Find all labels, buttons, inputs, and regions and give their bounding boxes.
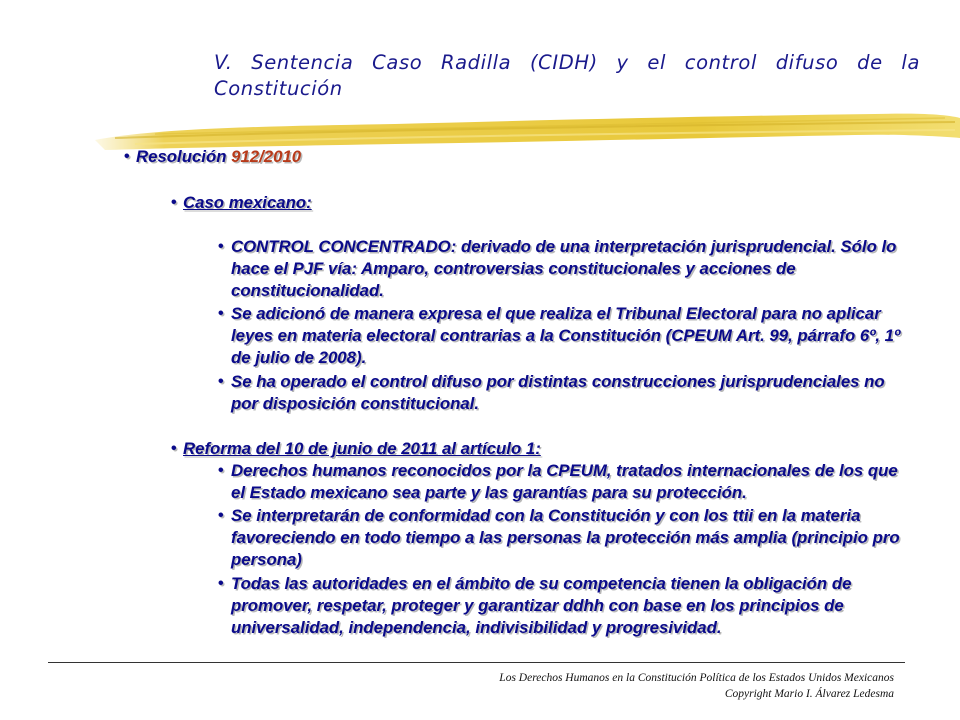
- caso-bullet-2: Se adicionó de manera expresa el que realiza el Tribunal Electoral para no aplicar leyes en materia electoral contrarias a la Constitución (CPEUM Art. 99, párrafo 6º, 1º de julio de 2008).: [231, 304, 901, 367]
- bullet-icon: •: [218, 373, 224, 390]
- reforma-heading: Reforma del 10 de junio de 2011 al artículo 1:: [183, 439, 541, 458]
- caso-bullet-3: Se ha operado el control difuso por distintas construcciones jurisprudenciales no por disposición constitucional.: [231, 372, 885, 413]
- resolution-heading: Resolución 912/2010: [136, 147, 302, 166]
- bullet-icon: •: [124, 148, 130, 165]
- caso-bullet-1: CONTROL CONCENTRADO: derivado de una interpretación jurisprudencial. Sólo lo hace el PJF vía: Amparo, controversias constitucionales y acciones de constitucionalidad.: [231, 237, 897, 300]
- footer-divider: [48, 662, 905, 663]
- footer-line-1: Los Derechos Humanos en la Constitución Política de los Estados Unidos Mexicanos: [499, 672, 894, 684]
- reforma-bullet-2: Se interpretarán de conformidad con la Constitución y con los ttii en la materia favoreciendo en todo tiempo a las personas la protección más amplia (principio pro persona): [231, 506, 900, 569]
- bullet-icon: •: [171, 440, 177, 457]
- reforma-bullet-3: Todas las autoridades en el ámbito de su competencia tienen la obligación de promover, respetar, proteger y garantizar ddhh con base en los principios de universalidad, independencia, indivisibilidad y progresividad.: [231, 574, 852, 637]
- slide-title: V. Sentencia Caso Radilla (CIDH) y el control difuso de la Constitución: [214, 51, 920, 100]
- bullet-icon: •: [171, 194, 177, 211]
- resolution-number: 912/2010: [231, 147, 302, 166]
- footer: [499, 670, 894, 702]
- footer-line-2: Copyright Mario I. Álvarez Ledesma: [724, 688, 894, 700]
- bullet-icon: •: [218, 575, 224, 592]
- bullet-icon: •: [218, 305, 224, 322]
- caso-mexicano-heading: Caso mexicano:: [183, 193, 312, 212]
- reforma-bullet-1: Derechos humanos reconocidos por la CPEUM, tratados internacionales de los que el Estado mexicano sea parte y las garantías para su protección.: [231, 461, 898, 502]
- bullet-icon: •: [218, 462, 224, 479]
- bullet-icon: •: [218, 507, 224, 524]
- bullet-icon: •: [218, 238, 224, 255]
